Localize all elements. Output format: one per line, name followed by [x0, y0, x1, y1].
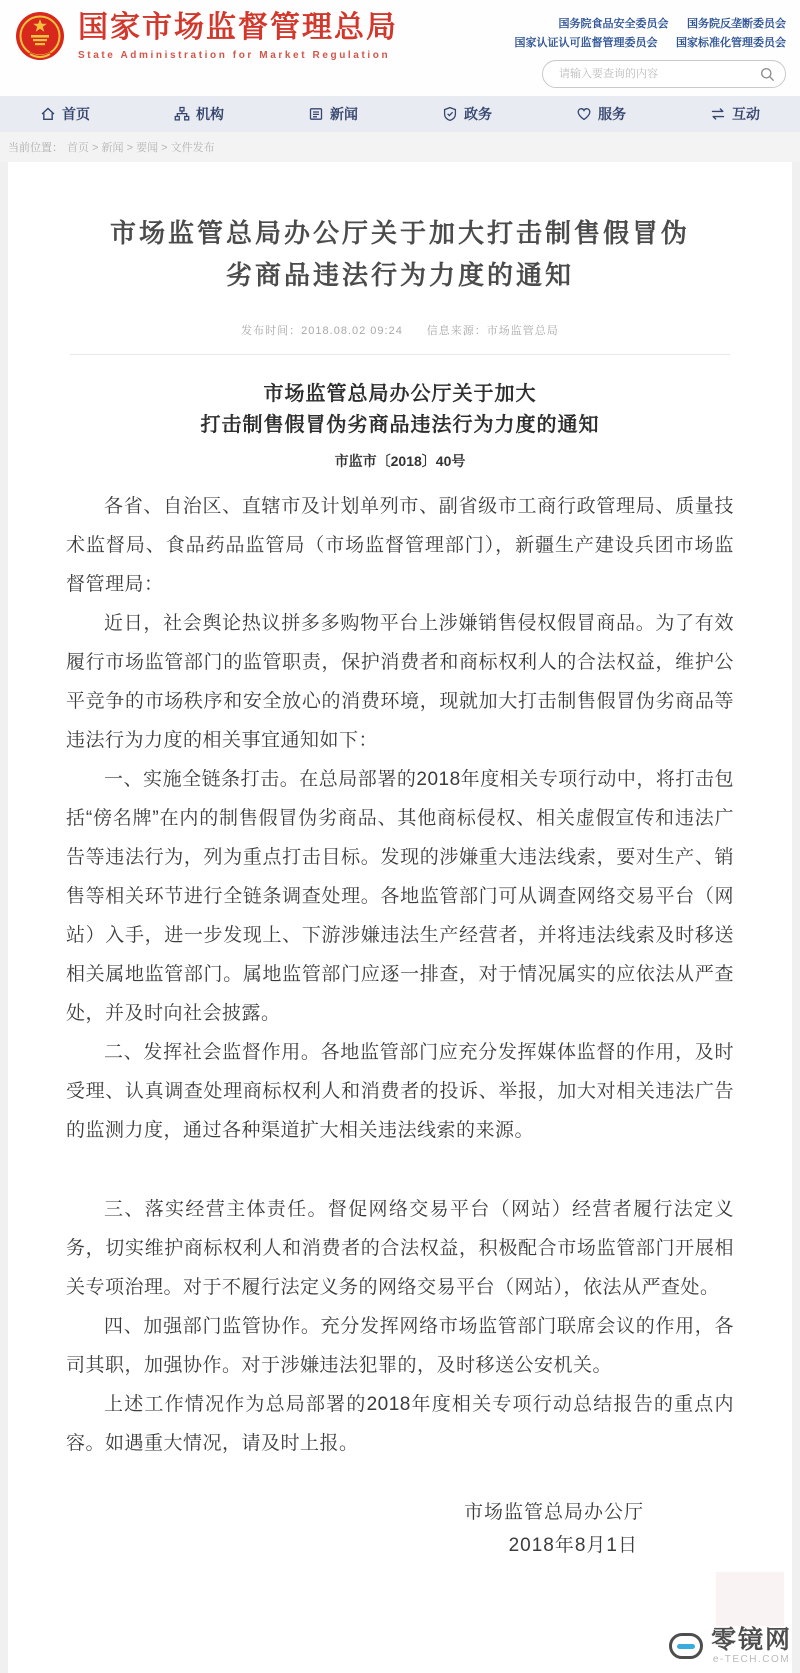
- arrows-icon: [710, 106, 726, 122]
- site-logo[interactable]: [14, 10, 398, 96]
- site-title: 国家市场监督管理总局: [78, 11, 398, 44]
- nav-item-home[interactable]: 首页: [40, 104, 90, 124]
- main-nav: [0, 96, 800, 132]
- scan-artifact-patch: [716, 1572, 784, 1626]
- page-title: 市场监管总局办公厅关于加大打击制售假冒伪 劣商品违法行为力度的通知: [109, 218, 690, 290]
- paragraph-salutation: 各省、自治区、直辖市及计划单列市、副省级市工商行政管理局、质量技术监督局、食品药品监管局（市场监督管理部门），新疆生产建设兵团市场监督管理局：: [66, 496, 734, 595]
- org-icon: [174, 106, 190, 122]
- link-certification-committee[interactable]: 国家认证认可监督管理委员会: [514, 37, 658, 49]
- paragraph-item-2: 二、发挥社会监督作用。各地监管部门应充分发挥媒体监督的作用，及时受理、认真调查处理商标权利人和消费者的投诉、举报，加大对相关违法广告的监测力度，通过各种渠道扩大相关违法线索的来源。: [66, 1042, 734, 1141]
- home-icon: [40, 106, 56, 122]
- paragraph-item-3: 三、落实经营主体责任。督促网络交易平台（网站）经营者履行法定义务，切实维护商标权利人和消费者的合法权益，积极配合市场监管部门开展相关专项治理。对于不履行法定义务的网络交易平台（网站），依法从严查处。: [66, 1199, 734, 1298]
- national-emblem-icon: [14, 10, 66, 66]
- nav-item-news[interactable]: 新闻: [308, 104, 358, 124]
- breadcrumb-label: 当前位置：: [8, 142, 63, 154]
- paragraph-item-1: 一、实施全链条打击。在总局部署的2018年度相关专项行动中，将打击包括“傍名牌”在内的制售假冒伪劣商品、其他商标侵权、相关虚假宣传和违法广告等违法行为，列为重点打击目标。发现的涉嫌重大违法线索，要对生产、销售等相关环节进行全链条调查处理。各地监管部门可从调查网络交易平台（网站）入手，进一步发现上、下游涉嫌违法生产经营者，并将违法线索及时移送相关属地监管部门。属地监管部门应逐一排查，对于情况属实的应依法从严查处，并及时向社会披露。: [66, 769, 734, 1024]
- paragraph-intro: 近日，社会舆论热议拼多多购物平台上涉嫌销售侵权假冒商品。为了有效履行市场监管部门的监管职责，保护消费者和商标权利人的合法权益，维护公平竞争的市场秩序和安全放心的消费环境，现就加大打击制售假冒伪劣商品等违法行为力度的相关事宜通知如下：: [66, 613, 734, 751]
- document-number: 市监市〔2018〕40号: [334, 453, 466, 469]
- search-icon: [760, 67, 775, 82]
- link-standardization-committee[interactable]: 国家标准化管理委员会: [676, 37, 786, 49]
- nav-item-government-affairs[interactable]: 政务: [442, 104, 492, 124]
- site-subtitle: State Administration for Market Regulation: [78, 50, 391, 61]
- agency-links-row2: [501, 33, 786, 52]
- article-meta: 发布时间：2018.08.02 09:24 信息来源：市场监管总局: [241, 325, 559, 337]
- search-box: [542, 60, 786, 88]
- watermark-name: 零镜网: [710, 1626, 792, 1654]
- paragraph-item-4: 四、加强部门监管协作。充分发挥网络市场监管部门联席会议的作用，各司其职，加强协作。对于涉嫌违法犯罪的，及时移送公安机关。: [66, 1316, 734, 1376]
- heart-icon: [576, 106, 592, 122]
- divider: [70, 354, 730, 355]
- agency-links-row1: [545, 14, 786, 33]
- paragraph-closing: 上述工作情况作为总局部署的2018年度相关专项行动总结报告的重点内容。如遇重大情况，请及时上报。: [66, 1394, 734, 1454]
- watermark-domain: e-TECH.COM: [712, 1654, 791, 1665]
- article-card: [8, 162, 792, 1673]
- nav-item-interaction[interactable]: 互动: [710, 104, 760, 124]
- breadcrumb: [0, 132, 800, 162]
- link-food-safety-committee[interactable]: 国务院食品安全委员会: [558, 18, 669, 30]
- search-button[interactable]: [760, 67, 775, 82]
- document-body: [66, 487, 734, 1463]
- site-header: [0, 0, 800, 96]
- nav-item-services[interactable]: 服务: [576, 104, 626, 124]
- shield-icon: [442, 106, 458, 122]
- news-icon: [308, 106, 324, 122]
- search-input[interactable]: [557, 67, 760, 81]
- watermark: [669, 1627, 792, 1665]
- link-antimonopoly-committee[interactable]: 国务院反垄断委员会: [687, 18, 786, 30]
- nav-item-organization[interactable]: 机构: [174, 104, 224, 124]
- document-title: 市场监管总局办公厅关于加大 打击制售假冒伪劣商品违法行为力度的通知: [200, 383, 600, 436]
- breadcrumb-path[interactable]: 首页 > 新闻 > 要闻 > 文件发布: [67, 142, 215, 154]
- signature-block: [66, 1497, 734, 1557]
- watermark-logo-icon: [669, 1633, 703, 1659]
- signature-date: 2018年8月1日: [508, 1535, 638, 1556]
- signature-organization: 市场监管总局办公厅: [463, 1502, 644, 1523]
